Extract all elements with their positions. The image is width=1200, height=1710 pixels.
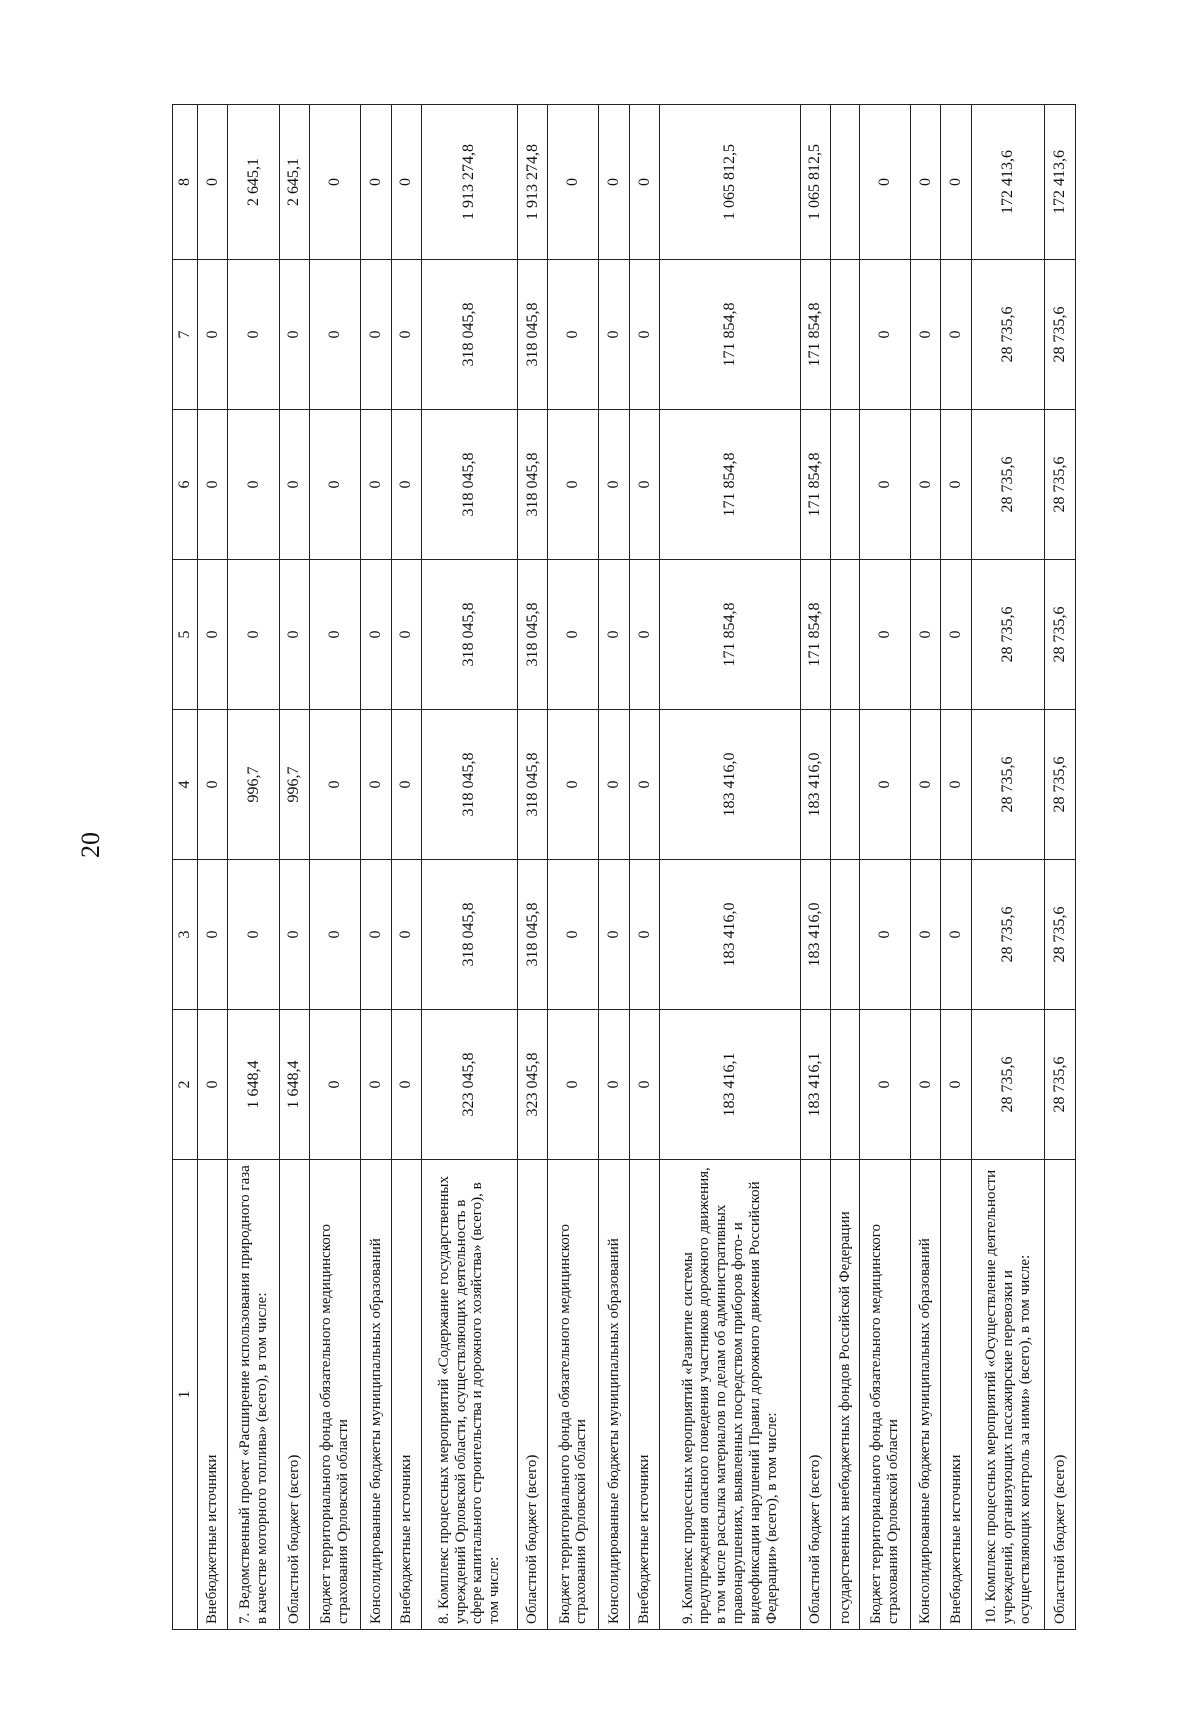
table-row <box>361 105 391 1630</box>
value-cell: 0 <box>599 260 629 410</box>
value-cell: 0 <box>941 260 971 410</box>
row-label: Внебюджетные источники <box>941 1160 971 1630</box>
value-cell: 172 413,6 <box>1045 105 1076 260</box>
value-cell <box>831 105 860 260</box>
table-row <box>1045 105 1076 1630</box>
table-row <box>859 105 910 1630</box>
value-cell: 0 <box>198 710 228 860</box>
row-label: 9. Комплекс процессных мероприятий «Развитие системы предупреждения опасного поведения участников дорожного движения, в том числе рассылка материалов по делам об административных правонарушениях, выявленных посредством приборов фото- и видеофиксации нарушений Правил дорожного движения Российской Федерации» (всего), в том числе: <box>660 1160 800 1630</box>
page-number: 20 <box>76 832 105 858</box>
value-cell: 0 <box>361 1010 391 1160</box>
column-header-2: 2 <box>173 1010 198 1160</box>
table-row <box>422 105 518 1630</box>
value-cell: 0 <box>629 105 659 260</box>
value-cell: 1 648,4 <box>228 1010 279 1160</box>
table-row <box>599 105 629 1630</box>
column-header-1: 1 <box>173 1160 198 1630</box>
row-label: Областной бюджет (всего) <box>1045 1160 1076 1630</box>
value-cell: 0 <box>859 860 910 1010</box>
value-cell: 0 <box>310 260 361 410</box>
value-cell: 28 735,6 <box>1045 410 1076 560</box>
table-row <box>279 105 309 1630</box>
value-cell: 0 <box>911 710 941 860</box>
value-cell: 0 <box>228 560 279 710</box>
value-cell: 0 <box>361 710 391 860</box>
row-label: Консолидированные бюджеты муниципальных образований <box>599 1160 629 1630</box>
table-row <box>660 105 800 1630</box>
value-cell: 183 416,0 <box>800 860 830 1010</box>
value-cell: 0 <box>310 1010 361 1160</box>
value-cell: 0 <box>391 560 421 710</box>
budget-table-container <box>172 105 1076 1630</box>
value-cell: 0 <box>361 560 391 710</box>
value-cell <box>831 1010 860 1160</box>
table-row <box>198 105 228 1630</box>
value-cell: 0 <box>548 560 599 710</box>
value-cell: 0 <box>629 860 659 1010</box>
value-cell: 0 <box>599 560 629 710</box>
value-cell: 0 <box>941 105 971 260</box>
row-label: Внебюджетные источники <box>391 1160 421 1630</box>
table-row <box>548 105 599 1630</box>
value-cell: 0 <box>941 1010 971 1160</box>
value-cell: 28 735,6 <box>971 1010 1044 1160</box>
value-cell: 0 <box>361 105 391 260</box>
value-cell: 323 045,8 <box>422 1010 518 1160</box>
value-cell: 1 913 274,8 <box>422 105 518 260</box>
value-cell: 0 <box>599 105 629 260</box>
value-cell: 183 416,0 <box>660 860 800 1010</box>
value-cell: 1 648,4 <box>279 1010 309 1160</box>
value-cell: 28 735,6 <box>971 260 1044 410</box>
value-cell: 0 <box>911 1010 941 1160</box>
value-cell: 0 <box>911 260 941 410</box>
value-cell: 0 <box>228 860 279 1010</box>
value-cell: 0 <box>279 260 309 410</box>
row-label: Бюджет территориального фонда обязательного медицинского страхования Орловской области <box>310 1160 361 1630</box>
value-cell: 0 <box>859 560 910 710</box>
value-cell: 0 <box>859 260 910 410</box>
column-header-8: 8 <box>173 105 198 260</box>
value-cell: 183 416,0 <box>660 710 800 860</box>
value-cell: 318 045,8 <box>422 560 518 710</box>
value-cell: 0 <box>629 710 659 860</box>
value-cell: 0 <box>279 410 309 560</box>
row-label: Бюджет территориального фонда обязательного медицинского страхования Орловской области <box>859 1160 910 1630</box>
value-cell: 28 735,6 <box>971 860 1044 1010</box>
value-cell: 0 <box>911 560 941 710</box>
value-cell: 0 <box>599 710 629 860</box>
value-cell: 0 <box>548 105 599 260</box>
value-cell: 996,7 <box>228 710 279 860</box>
value-cell: 1 065 812,5 <box>660 105 800 260</box>
row-label: Внебюджетные источники <box>629 1160 659 1630</box>
value-cell: 171 854,8 <box>660 410 800 560</box>
value-cell: 171 854,8 <box>660 260 800 410</box>
value-cell: 171 854,8 <box>800 410 830 560</box>
value-cell: 0 <box>859 105 910 260</box>
value-cell: 0 <box>391 860 421 1010</box>
value-cell: 0 <box>391 710 421 860</box>
value-cell: 0 <box>391 105 421 260</box>
row-label: 10. Комплекс процессных мероприятий «Осуществление деятельности учреждений, организующих пассажирские перевозки и осуществляющих контроль за ними» (всего), в том числе: <box>971 1160 1044 1630</box>
value-cell: 0 <box>361 860 391 1010</box>
value-cell: 0 <box>599 1010 629 1160</box>
value-cell: 0 <box>198 860 228 1010</box>
row-label: 8. Комплекс процессных мероприятий «Содержание государственных учреждений Орловской области, осуществляющих деятельность в сфере капитального строительства и дорожного хозяйства» (всего), в том числе: <box>422 1160 518 1630</box>
value-cell: 0 <box>599 860 629 1010</box>
value-cell: 0 <box>629 260 659 410</box>
row-label: Бюджет территориального фонда обязательного медицинского страхования Орловской области <box>548 1160 599 1630</box>
table-row <box>228 105 279 1630</box>
value-cell: 0 <box>361 260 391 410</box>
value-cell: 28 735,6 <box>1045 1010 1076 1160</box>
column-header-7: 7 <box>173 260 198 410</box>
value-cell: 0 <box>629 1010 659 1160</box>
value-cell: 318 045,8 <box>422 410 518 560</box>
value-cell: 171 854,8 <box>660 560 800 710</box>
value-cell <box>831 710 860 860</box>
table-row <box>517 105 547 1630</box>
value-cell: 996,7 <box>279 710 309 860</box>
value-cell: 0 <box>548 410 599 560</box>
row-label: Областной бюджет (всего) <box>800 1160 830 1630</box>
value-cell: 323 045,8 <box>517 1010 547 1160</box>
table-row <box>310 105 361 1630</box>
value-cell: 0 <box>279 860 309 1010</box>
value-cell: 2 645,1 <box>279 105 309 260</box>
value-cell: 0 <box>228 260 279 410</box>
value-cell: 0 <box>198 105 228 260</box>
table-row <box>971 105 1044 1630</box>
table-row <box>800 105 830 1630</box>
value-cell: 318 045,8 <box>517 860 547 1010</box>
value-cell: 0 <box>941 410 971 560</box>
row-label: Областной бюджет (всего) <box>517 1160 547 1630</box>
value-cell: 28 735,6 <box>971 410 1044 560</box>
value-cell: 0 <box>391 410 421 560</box>
value-cell: 0 <box>599 410 629 560</box>
value-cell: 1 065 812,5 <box>800 105 830 260</box>
value-cell: 318 045,8 <box>517 560 547 710</box>
value-cell: 0 <box>391 260 421 410</box>
table-row <box>391 105 421 1630</box>
value-cell: 0 <box>310 710 361 860</box>
value-cell: 0 <box>548 860 599 1010</box>
value-cell: 0 <box>859 1010 910 1160</box>
row-label: Консолидированные бюджеты муниципальных образований <box>911 1160 941 1630</box>
budget-table <box>172 104 1076 1630</box>
value-cell: 318 045,8 <box>517 710 547 860</box>
value-cell: 0 <box>859 710 910 860</box>
value-cell: 28 735,6 <box>1045 260 1076 410</box>
value-cell: 0 <box>198 1010 228 1160</box>
value-cell: 0 <box>310 105 361 260</box>
value-cell: 0 <box>911 410 941 560</box>
value-cell: 0 <box>310 410 361 560</box>
value-cell: 28 735,6 <box>971 560 1044 710</box>
value-cell: 0 <box>911 105 941 260</box>
value-cell: 28 735,6 <box>971 710 1044 860</box>
row-label: Консолидированные бюджеты муниципальных образований <box>361 1160 391 1630</box>
value-cell: 0 <box>859 410 910 560</box>
value-cell: 0 <box>548 710 599 860</box>
value-cell: 0 <box>941 560 971 710</box>
table-row <box>941 105 971 1630</box>
column-header-6: 6 <box>173 410 198 560</box>
value-cell: 0 <box>911 860 941 1010</box>
row-label: Областной бюджет (всего) <box>279 1160 309 1630</box>
value-cell: 0 <box>629 560 659 710</box>
value-cell: 318 045,8 <box>517 410 547 560</box>
value-cell <box>831 860 860 1010</box>
value-cell: 0 <box>198 560 228 710</box>
value-cell: 0 <box>228 410 279 560</box>
value-cell: 318 045,8 <box>422 710 518 860</box>
value-cell: 0 <box>548 260 599 410</box>
value-cell <box>831 560 860 710</box>
value-cell <box>831 410 860 560</box>
value-cell: 1 913 274,8 <box>517 105 547 260</box>
value-cell: 0 <box>548 1010 599 1160</box>
row-label: 7. Ведомственный проект «Расширение использования природного газа в качестве моторного топлива» (всего), в том числе: <box>228 1160 279 1630</box>
table-row <box>831 105 860 1630</box>
column-header-5: 5 <box>173 560 198 710</box>
value-cell: 2 645,1 <box>228 105 279 260</box>
value-cell: 0 <box>198 260 228 410</box>
row-label: Внебюджетные источники <box>198 1160 228 1630</box>
column-header-4: 4 <box>173 710 198 860</box>
value-cell: 172 413,6 <box>971 105 1044 260</box>
value-cell: 0 <box>310 560 361 710</box>
value-cell: 318 045,8 <box>517 260 547 410</box>
value-cell: 183 416,0 <box>800 710 830 860</box>
value-cell: 28 735,6 <box>1045 860 1076 1010</box>
value-cell: 0 <box>198 410 228 560</box>
value-cell: 0 <box>941 860 971 1010</box>
column-header-3: 3 <box>173 860 198 1010</box>
value-cell: 171 854,8 <box>800 560 830 710</box>
value-cell: 0 <box>941 710 971 860</box>
value-cell: 171 854,8 <box>800 260 830 410</box>
value-cell: 318 045,8 <box>422 860 518 1010</box>
table-header-row <box>173 105 198 1630</box>
table-row <box>911 105 941 1630</box>
value-cell: 0 <box>310 860 361 1010</box>
value-cell: 28 735,6 <box>1045 710 1076 860</box>
value-cell: 318 045,8 <box>422 260 518 410</box>
row-label: государственных внебюджетных фондов Российской Федерации <box>831 1160 860 1630</box>
value-cell: 0 <box>279 560 309 710</box>
value-cell: 0 <box>361 410 391 560</box>
value-cell: 0 <box>629 410 659 560</box>
value-cell <box>831 260 860 410</box>
value-cell: 28 735,6 <box>1045 560 1076 710</box>
value-cell: 183 416,1 <box>800 1010 830 1160</box>
value-cell: 0 <box>391 1010 421 1160</box>
table-row <box>629 105 659 1630</box>
table-body <box>198 105 1076 1630</box>
value-cell: 183 416,1 <box>660 1010 800 1160</box>
